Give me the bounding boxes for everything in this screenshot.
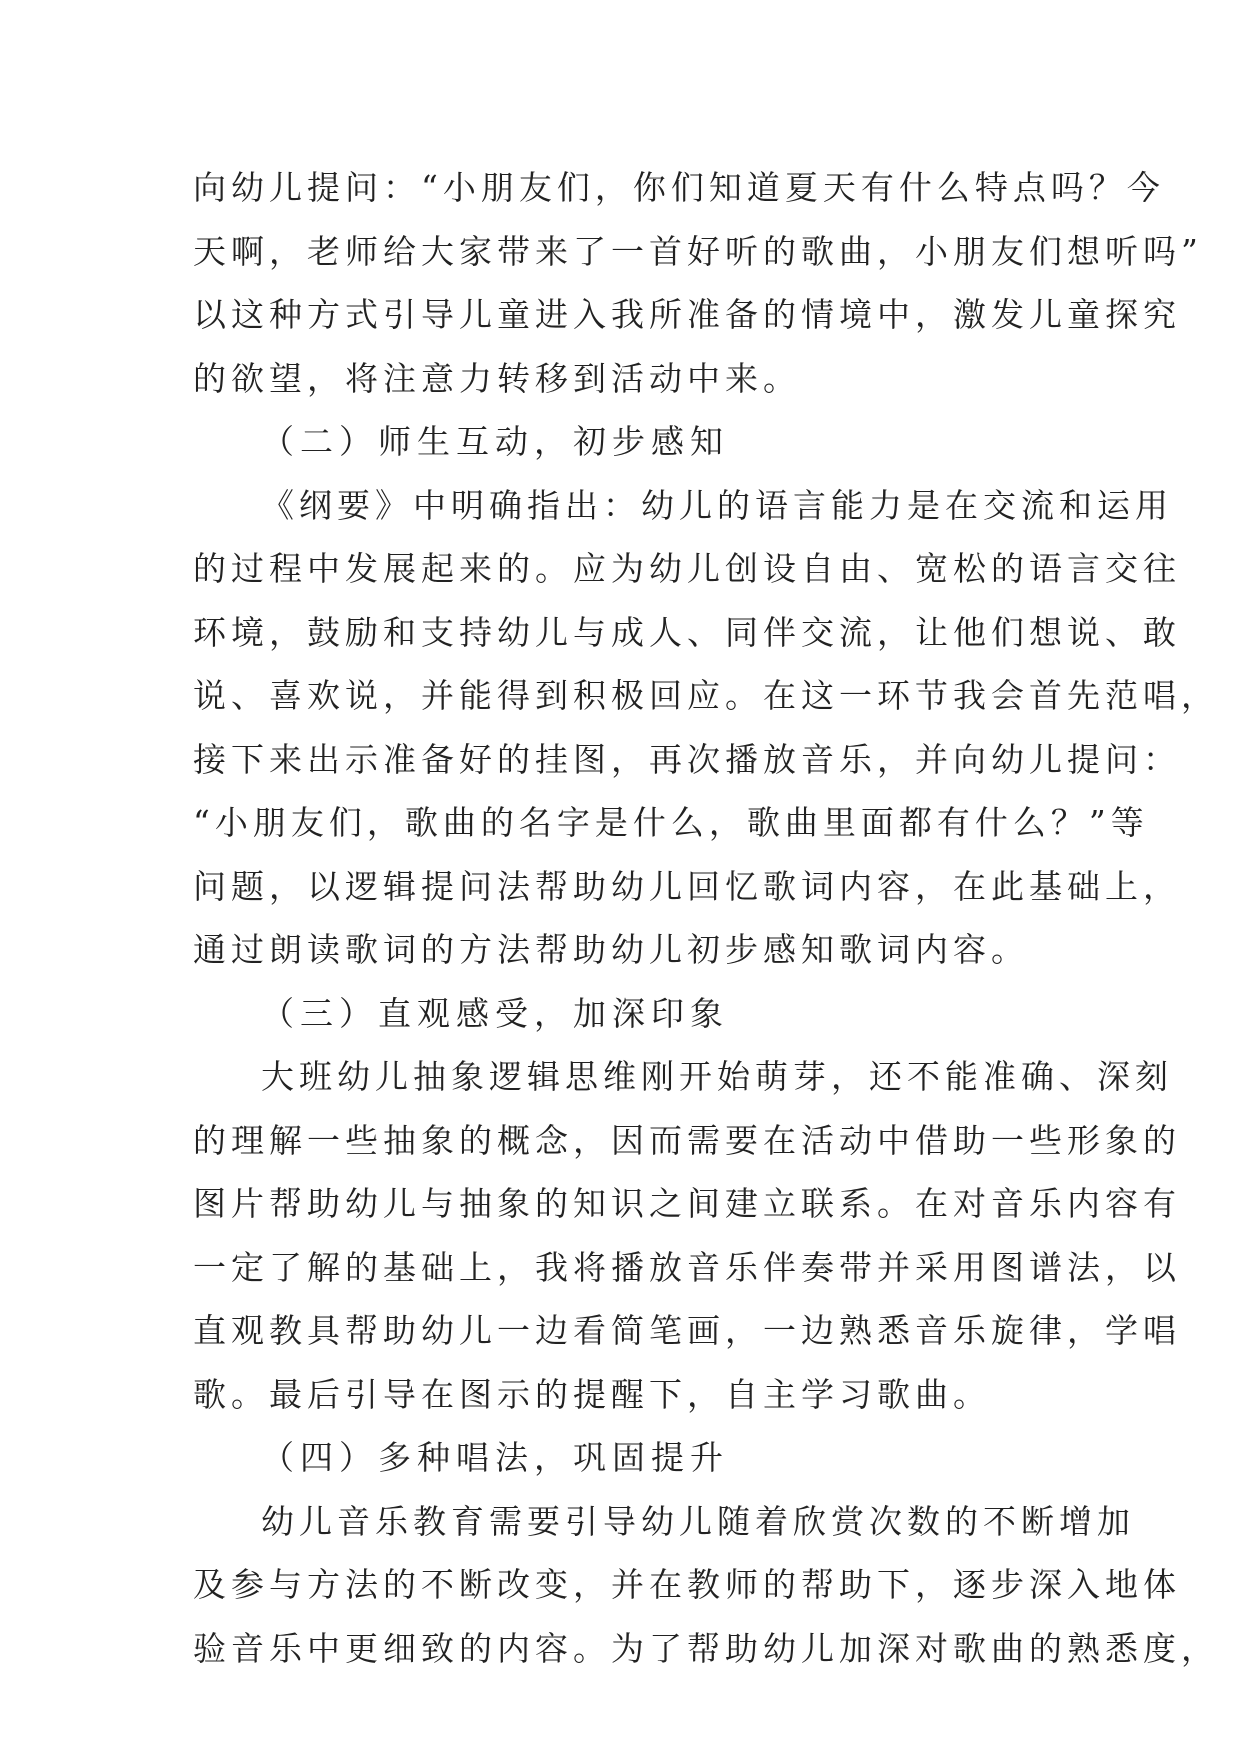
body-text <box>193 156 1219 1680</box>
paragraph-line: 《纲要》中明确指出：幼儿的语言能力是在交流和运用 <box>261 485 1173 525</box>
paragraph-line: 问题，以逻辑提问法帮助幼儿回忆歌词内容，在此基础上， <box>193 866 1181 906</box>
paragraph-line: 的理解一些抽象的概念，因而需要在活动中借助一些形象的 <box>193 1120 1181 1160</box>
paragraph-line: 图片帮助幼儿与抽象的知识之间建立联系。在对音乐内容有 <box>193 1184 1181 1223</box>
section-heading-4: （四）多种唱法，巩固提升 <box>261 1438 729 1477</box>
section-heading-2: （二）师生互动，初步感知 <box>261 422 729 461</box>
paragraph-line: 的过程中发展起来的。应为幼儿创设自由、宽松的语言交往 <box>193 549 1181 588</box>
paragraph-line: 环境，鼓励和支持幼儿与成人、同伴交流，让他们想说、敢 <box>193 612 1181 652</box>
paragraph-line: 天啊，老师给大家带来了一首好听的歌曲，小朋友们想听吗” <box>193 231 1203 271</box>
paragraph-line: 验音乐中更细致的内容。为了帮助幼儿加深对歌曲的熟悉度， <box>193 1628 1219 1668</box>
paragraph-line: 及参与方法的不断改变，并在教师的帮助下，逐步深入地体 <box>193 1565 1181 1604</box>
paragraph-line: 一定了解的基础上，我将播放音乐伴奏带并采用图谱法，以 <box>193 1247 1181 1287</box>
paragraph-line: 向幼儿提问：“小朋友们，你们知道夏天有什么特点吗？今 <box>193 168 1165 207</box>
paragraph-line: 幼儿音乐教育需要引导幼儿随着欣赏次数的不断增加 <box>261 1501 1135 1541</box>
section-heading-3: （三）直观感受，加深印象 <box>261 993 729 1033</box>
paragraph-line: 通过朗读歌词的方法帮助幼儿初步感知歌词内容。 <box>193 930 1029 969</box>
paragraph-line: 歌。最后引导在图示的提醒下，自主学习歌曲。 <box>193 1374 991 1414</box>
paragraph-line: 直观教具帮助幼儿一边看简笔画，一边熟悉音乐旋律，学唱 <box>193 1311 1181 1350</box>
paragraph-line: 以这种方式引导儿童进入我所准备的情境中，激发儿童探究 <box>193 295 1181 334</box>
paragraph-line: 接下来出示准备好的挂图，再次播放音乐，并向幼儿提问： <box>193 739 1181 779</box>
paragraph-line: 说、喜欢说，并能得到积极回应。在这一环节我会首先范唱， <box>193 676 1219 715</box>
paragraph-line: 的欲望，将注意力转移到活动中来。 <box>193 358 801 398</box>
paragraph-line: 大班幼儿抽象逻辑思维刚开始萌芽，还不能准确、深刻 <box>261 1057 1173 1096</box>
paragraph-line: “小朋友们，歌曲的名字是什么，歌曲里面都有什么？”等 <box>193 803 1149 842</box>
